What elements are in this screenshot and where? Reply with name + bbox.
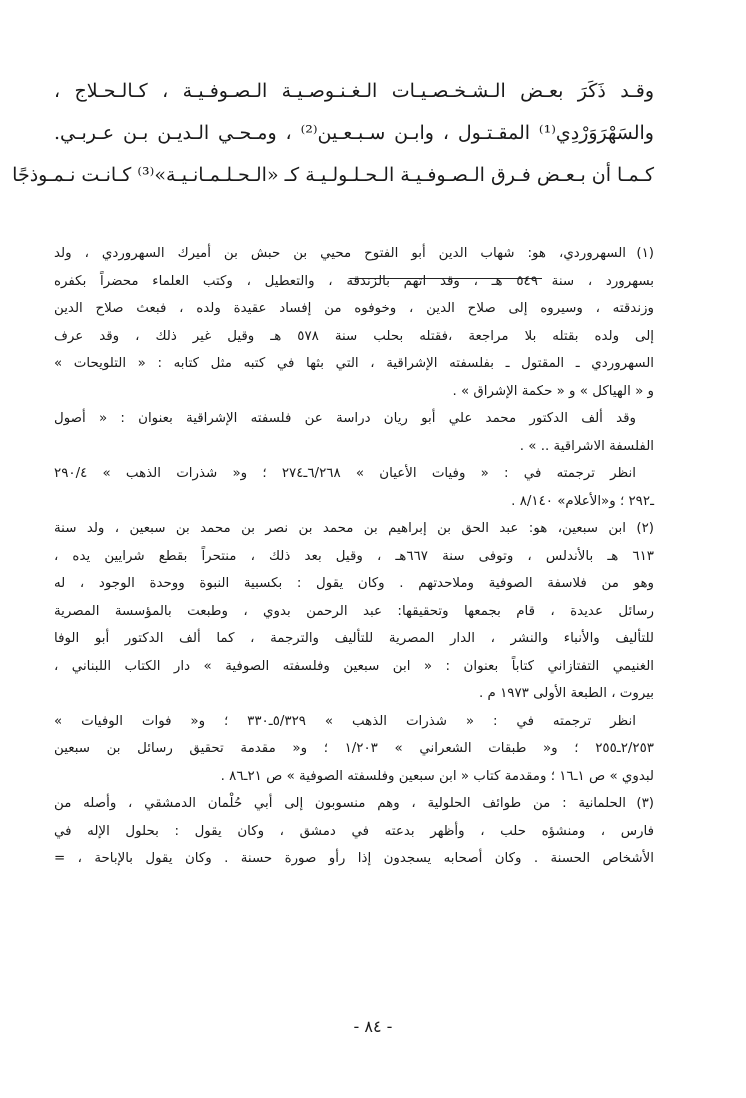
footnote-2 xyxy=(54,515,654,790)
main-text xyxy=(12,70,654,196)
footnote-1-para3-line-1: انظر ترجمته في : « وفيات الأعيان » ٦/٢٦٨ـ٢٧٤ ؛ و« شذرات الذهب » ٢٩٠/٤ xyxy=(54,466,636,481)
footnote-2-line-4: رسائل عديدة ، قام بجمعها وتحقيقها: عبد الرحمن بدوي ، وطبعت بالمؤسسة المصرية xyxy=(54,603,654,619)
footnote-3-marker: (٣) xyxy=(636,796,654,811)
footnote-1-line-3: وزندقته ، وسيروه إلى صلاح الدين ، وخوفوه من إفساد عقيدة ولده ، فبعث صلاح الدين xyxy=(54,301,654,316)
footnote-3-line-3: الأشخاص الحسنة . وكان أصحابه يسجدون إذا رأو صورة حسنة . وكان يقول بالإباحة ، = xyxy=(54,851,654,866)
footnote-1-marker: (١) xyxy=(636,246,654,261)
footnote-2-line-2: ٦١٣ هـ بالأندلس ، وتوفى سنة ٦٦٧هـ ، وقيل بعد ذلك ، منتحراً بقطع شرايين يده ، xyxy=(54,548,654,564)
footnote-3 xyxy=(54,790,654,873)
footnote-1-line-5: السهروردي ـ المقتول ـ بفلسفته الإشراقية ، التي بثها في كتبه مثل كتابه : « التلويحات » xyxy=(54,356,654,371)
footnote-3-line-2: فارس ، ومنشؤه حلب ، وأظهر بدعته في دمشق ، وكان يقول : بحلول الإله في xyxy=(54,823,654,839)
footnote-2-line-7: بيروت ، الطبعة الأولى ١٩٧٣ م . xyxy=(479,686,654,701)
main-line-3: كـمـا أن بـعـض فـرق الـصـوفـيـة الـحـلـولـيـة كـ «الـحـلـمـانـيـة»⁽³⁾ كـانـت نـمـوذجًا xyxy=(12,164,654,186)
footnote-2-para2-line-2: ٢/٢٥٣ـ٢٥٥ ؛ و« طبقات الشعراني » ١/٢٠٣ ؛ و« مقدمة تحقيق رسائل بن سبعين xyxy=(54,741,654,756)
footnote-2-line-3: وهو من فلاسفة الصوفية وملاحدتهم . وكان يقول : بكسبية النبوة ووحدة الوجود ، له xyxy=(54,576,654,591)
footnote-2-para2-line-1: انظر ترجمته في : « شذرات الذهب » ٥/٣٢٩ـ٣٣٠ ؛ و« فوات الوفيات » xyxy=(54,713,636,729)
footnote-1-para2-line-2: الفلسفة الاشراقية .. » . xyxy=(519,438,654,454)
footnote-1-para2-line-1: وقد ألف الدكتور محمد علي أبو ريان دراسة عن فلسفته الإشراقية بعنوان : « أصول xyxy=(54,411,636,426)
footnotes xyxy=(54,240,654,873)
footnote-2-para2-line-3: لبدوي » ص ١ـ١٦ ؛ ومقدمة كتاب « ابن سبعين وفلسفته الصوفية » ص ٢١ـ٨٦ . xyxy=(220,768,654,784)
footnote-3-line-1: الحلمانية : من طوائف الحلولية ، وهم منسوبون إلى أبي حُلْمان الدمشقي ، وأصله من xyxy=(54,796,626,811)
main-line-1: وقـد ذَكَرَ بعـض الـشـخـصـيـات الـغـنـوصـيـة الـصـوفـيـة ، كـالـحـلاج ، xyxy=(54,80,654,102)
footnote-2-line-1: ابن سبعين، هو: عبد الحق بن إبراهيم بن محمد بن نصر بن محمد بن سبعين ، ولد سنة xyxy=(54,521,626,536)
footnote-separator xyxy=(350,278,542,279)
main-line-2: والسَهْرَوَرْدِي⁽¹⁾ المقـتـول ، وابـن سـبـعـين⁽²⁾ ، ومـحـي الـديـن بـن عـربـي. xyxy=(54,122,654,144)
footnote-2-line-5: للتأليف والأنباء والنشر ، الدار المصرية للتأليف والترجمة ، كما ألف الدكتور أبو الوفا xyxy=(54,631,654,646)
footnote-1-line-1: السهروردي، هو: شهاب الدين أبو الفتوح محيي بن حبش بن أميرك السهروردي ، ولد xyxy=(54,246,626,261)
footnote-1-line-2: بسهرورد ، سنة ٥٤٩ هـ ، وقد اتهم بالزندقة ، والتعطيل ، وكتب العلماء محضراً بكفره xyxy=(54,273,654,289)
footnote-1-line-6: و « الهياكل » و « حكمة الإشراق » . xyxy=(452,383,654,399)
page-body xyxy=(12,70,654,873)
footnote-2-marker: (٢) xyxy=(636,521,654,536)
page-number: - ٨٤ - xyxy=(353,1017,393,1036)
footnote-1-para3-line-2: ـ٢٩٢ ؛ و«الأعلام» ٨/١٤٠ . xyxy=(511,493,654,509)
footnote-1 xyxy=(54,240,654,515)
footnote-2-line-6: الغنيمي التفتازاني كتاباً بعنوان : « ابن سبعين وفلسفته الصوفية » دار الكتاب اللبناني ، xyxy=(54,658,654,674)
footnote-1-line-4: إلى ولده بقتله بلا مراجعة ،فقتله بحلب سنة ٥٧٨ هـ وقيل غير ذلك ، وقد عرف xyxy=(54,328,654,344)
